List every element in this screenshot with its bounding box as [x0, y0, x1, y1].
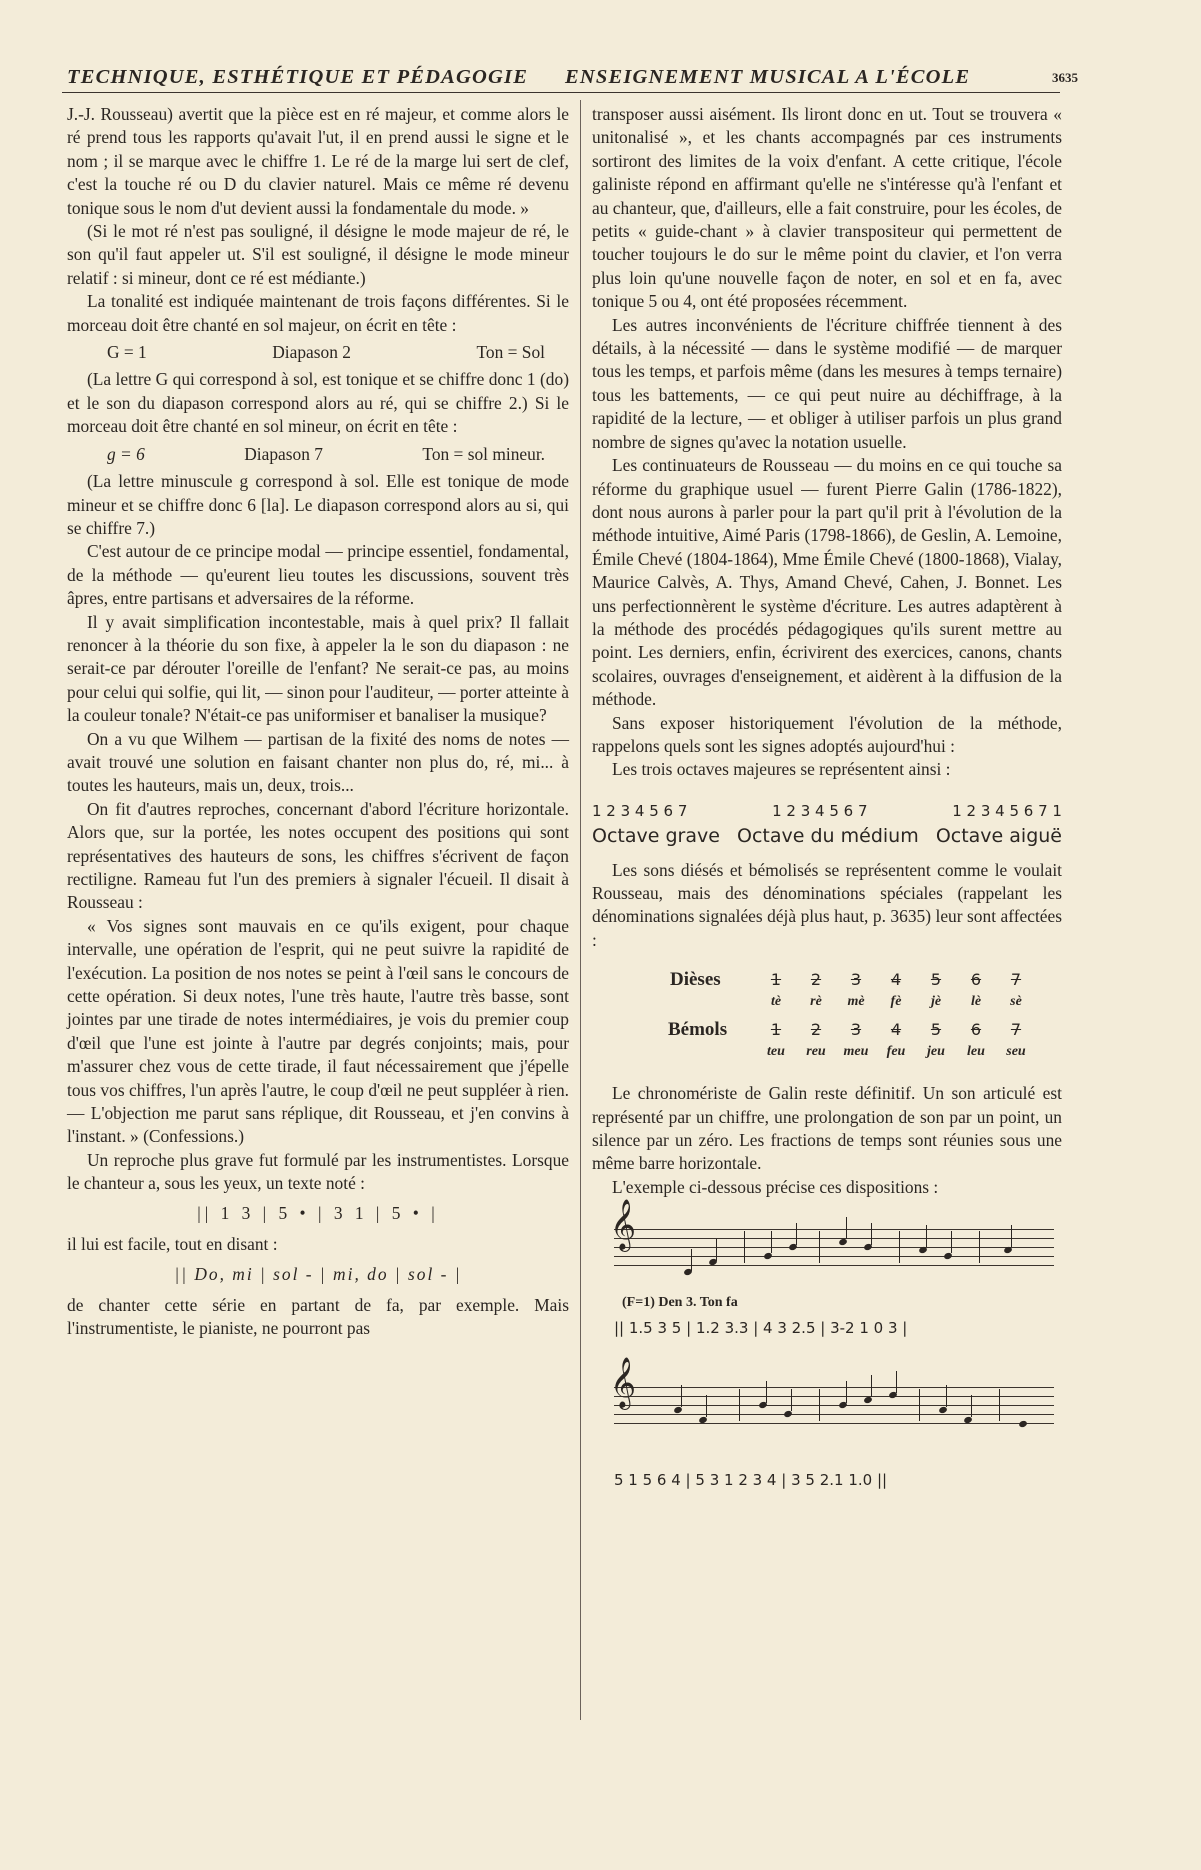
bemol-name: jeu: [927, 1044, 945, 1060]
dieses-label: Dièses: [670, 969, 721, 991]
octave-grave-digits: 1 2 3 4 5 6 7: [592, 801, 688, 820]
octave-medium-digits: 1 2 3 4 5 6 7: [772, 801, 868, 820]
treble-clef-icon: 𝄞: [610, 1199, 637, 1251]
octave-grave-label: Octave grave: [592, 825, 720, 848]
running-header: [62, 60, 1078, 94]
diese-digit: 3: [850, 970, 862, 990]
bemol-digit: 3: [850, 1020, 862, 1040]
music-staff-1: [610, 1199, 1054, 1269]
formula-letter: G = 1: [107, 342, 147, 363]
music-staff-2: [610, 1357, 1054, 1427]
paragraph: (La lettre G qui correspond à sol, est tonique et se chiffre donc 1 (do) et le son du diapason correspond alors au ré, qui se chiffre 2.) Si le morceau doit être chanté en sol mineur, on écrit en tête :: [67, 369, 569, 437]
left-column: [67, 103, 569, 1341]
bemol-digit: 2: [810, 1020, 822, 1040]
paragraph: L'exemple ci-dessous précise ces dispositions :: [612, 1176, 939, 1197]
diese-digit: 7: [1010, 970, 1022, 990]
diese-digit: 4: [890, 970, 902, 990]
bemol-digit: 7: [1010, 1020, 1022, 1040]
paragraph: C'est autour de ce principe modal — principe essentiel, fondamental, de la méthode — qu'eurent lieu toutes les discussions, souvent très âpres, entre partisans et adversaires de la réforme.: [67, 541, 569, 609]
diese-name: tè: [770, 994, 782, 1010]
music-example: [592, 1199, 1062, 1547]
bemol-digit: 6: [970, 1020, 982, 1040]
diese-name: lè: [970, 994, 982, 1010]
formula-diapason: Diapason 2: [272, 342, 351, 363]
header-rule: [62, 92, 1060, 93]
octave-aigue-digits: 1 2 3 4 5 6 7 1: [952, 801, 1062, 820]
paragraph: Un reproche plus grave fut formulé par les instrumentistes. Lorsque le chanteur a, sous les yeux, un texte noté :: [67, 1149, 569, 1194]
paragraph: Le chronomériste de Galin reste définitif. Un son articulé est représenté par un chiffre, une prolongation de son par un point, un silence par un zéro. Les fractions de temps sont réunies sous une même barre horizontale.: [592, 1083, 1062, 1174]
dieses-names: [756, 990, 1036, 1013]
paragraph: transposer aussi aisément. Ils liront donc en ut. Tout se trouvera « unitonalisé », et les chants accompagnés par ces instruments sortiront des limites de la voix d'enfant. A cette critique, l'école galiniste répond en affirmant qu'elle ne s'intéresse qu'à l'enfant et au chanteur, que, d'ailleurs, elle a fait construire, pour les écoles, de petits « guide-chant » à clavier transpositeur qui permettent de toucher toujours le do sur le même point du clavier, et l'on verra plus loin qu'une nouvelle façon de noter, en sol et en fa, avec tonique 5 ou 4, ont été proposées récemment.: [592, 104, 1062, 312]
key-indication: (F=1) Den 3. Ton fa: [622, 1295, 738, 1311]
paragraph: Il y avait simplification incontestable, mais à quel prix? Il fallait renoncer à la théorie du son fixe, à appeler la le son du diapason : ne serait-ce par dérouter l'oreille de l'enfant? Ne serait-ce pas, au moins pour celui qui solfie, qui lit, — sinon pour l'auditeur, — porter atteinte à la couleur tonale? N'était-ce pas uniformiser et banaliser la musique?: [67, 611, 569, 726]
paragraph: La tonalité est indiquée maintenant de trois façons différentes. Si le morceau doit être chanté en sol majeur, on écrit en tête :: [67, 291, 569, 335]
bemol-digit: 5: [930, 1020, 942, 1040]
bemol-digit: 1: [770, 1020, 782, 1040]
diese-name: sè: [1010, 994, 1022, 1010]
bemol-digit: 4: [890, 1020, 902, 1040]
diese-name: mè: [847, 994, 865, 1010]
formula-ton: Ton = Sol: [476, 342, 545, 363]
octave-labels: [592, 825, 1062, 858]
column-divider: [580, 100, 581, 1720]
paragraph: J.-J. Rousseau) avertit que la pièce est en ré majeur, et comme alors le ré prend tous les rapports qu'avait l'ut, il en prend aussi le signe et le nom ; il se marque avec le chiffre 1. Le ré de la marge lui sert de clef, c'est la touche ré ou D du clavier naturel. Mais ce même ré devenu tonique sous le nom d'ut devient aussi la fondamentale du mode. »: [67, 104, 569, 218]
paragraph: Les sons diésés et bémolisés se représentent comme le voulait Rousseau, mais des dénominations spéciales (rappelant les dénominations signalées déjà plus haut, p. 3635) leur sont affectées :: [592, 859, 1062, 950]
formula-ton: Ton = sol mineur.: [422, 443, 545, 464]
paragraph: On fit d'autres reproches, concernant d'abord l'écriture horizontale. Alors que, sur la portée, les notes occupent des positions qui sont représentatives des hauteurs de sons, les chiffres s'écrivent de façon rectiligne. Rameau fut l'un des premiers à signaler l'écueil. Il disait à Rousseau :: [67, 798, 569, 913]
paragraph: Les trois octaves majeures se représentent ainsi :: [612, 759, 951, 780]
cheve-notation-2: 5 1 5 6 4 | 5 3 1 2 3 4 | 3 5 2.1 1.0 ||: [614, 1471, 888, 1490]
treble-clef-icon: 𝄞: [610, 1357, 637, 1409]
header-right-title: ENSEIGNEMENT MUSICAL A L'ÉCOLE: [565, 66, 971, 88]
formula-diapason: Diapason 7: [244, 443, 323, 464]
tonality-formula-minor: [67, 439, 569, 470]
bemol-name: seu: [1006, 1044, 1026, 1060]
solfege-example: || Do, mi | sol - | mi, do | sol - |: [174, 1263, 462, 1284]
octave-aigue-label: Octave aiguë: [935, 825, 1062, 848]
cheve-notation-1: || 1.5 3 5 | 1.2 3.3 | 4 3 2.5 | 3-2 1 0 3 |: [614, 1319, 908, 1338]
bemols-names: [756, 1040, 1036, 1063]
formula-letter: g = 6: [107, 443, 145, 464]
bemol-name: leu: [967, 1044, 985, 1060]
diese-digit: 2: [810, 970, 822, 990]
paragraph: (La lettre minuscule g correspond à sol. Elle est tonique de mode mineur et se chiffre donc 6 [la]. Le diapason correspond alors au si, qui se chiffre 7.): [67, 471, 569, 538]
bemols-digits: [756, 1018, 1036, 1041]
paragraph: (Si le mot ré n'est pas souligné, il désigne le mode majeur de ré, le son qu'il faut appeler ut. S'il est souligné, il désigne le mode mineur relatif : si mineur, dont ce ré est médiante.): [67, 221, 569, 288]
paragraph: Les autres inconvénients de l'écriture chiffrée tiennent à des détails, à la nécessité — dans le système modifié — de marquer tous les temps, et parfois même (dans les mesures à temps ternaire) tous les battements, — ce qui peut nuire au déchiffrage, à la rapidité de la lecture, — et obliger à utiliser parfois un plus grand nombre de signes qu'avec la notation usuelle.: [592, 314, 1062, 452]
bemol-name: feu: [886, 1044, 906, 1060]
accidentals-table: [592, 960, 1062, 1072]
right-column: [592, 103, 1062, 1547]
paragraph: Les continuateurs de Rousseau — du moins en ce qui touche sa réforme du graphique usuel — furent Pierre Galin (1786-1822), dont nous aurons à parler pour la part qu'il prit à l'évolution de la méthode intuitive, Aimé Paris (1798-1866), de Geslin, A. Lemoine, Émile Chevé (1804-1864), Mme Émile Chevé (1800-1868), Vialay, Maurice Calvès, A. Thys, Amand Chevé, Cahen, J. Bonnet. Les uns perfectionnèrent le système d'écriture. Les autres adaptèrent à la méthode des procédés pédagogiques qu'ils surent mettre au point. Les derniers, enfin, écrivirent des exercices, canons, chants scolaires, ouvrages d'enseignement, et aidèrent à la diffusion de la méthode.: [592, 455, 1062, 710]
diese-digit: 6: [970, 970, 982, 990]
diese-name: rè: [810, 994, 822, 1010]
bemol-name: teu: [767, 1044, 785, 1060]
octave-medium-label: Octave du médium: [737, 825, 919, 848]
bemol-name: reu: [806, 1044, 826, 1060]
paragraph: il lui est facile, tout en disant :: [67, 1234, 278, 1255]
diese-name: jè: [930, 994, 942, 1010]
cipher-notation-example: || 1 3 | 5 • | 3 1 | 5 • |: [197, 1202, 439, 1223]
diese-name: fè: [890, 994, 902, 1010]
diese-digit: 1: [770, 970, 782, 990]
paragraph: Sans exposer historiquement l'évolution de la méthode, rappelons quels sont les signes adoptés aujourd'hui :: [592, 712, 1062, 756]
tonality-formula-major: [67, 337, 569, 368]
header-left-title: TECHNIQUE, ESTHÉTIQUE ET PÉDAGOGIE: [67, 66, 529, 88]
octave-digits: [592, 782, 1062, 825]
dieses-digits: [756, 968, 1036, 991]
paragraph: On a vu que Wilhem — partisan de la fixité des noms de notes — avait trouvé une solution en faisant chanter non plus do, ré, mi... à toutes les hauteurs, mais un, deux, trois...: [67, 728, 569, 796]
bemol-name: meu: [843, 1044, 869, 1060]
bemols-label: Bémols: [668, 1019, 728, 1041]
paragraph: de chanter cette série en partant de fa, par exemple. Mais l'instrumentiste, le pianiste, ne pourront pas: [67, 1294, 569, 1339]
quotation: « Vos signes sont mauvais en ce qu'ils exigent, pour chaque intervalle, une opération de l'esprit, qui ne peut suivre la rapidité de l'exécution. La position de nos notes se peint à l'œil sans le concours de cette opération. Si deux notes, l'une très haute, l'autre très basse, sont jointes par une tirade de notes intermédiaires, je vois du premier coup d'œil que l'une est jointe à l'autre par degrés conjoints; mais, pour m'assurer chez vous de cette tirade, il faut nécessairement que j'épelle tous vos chiffres, l'un après l'autre, le coup d'œil ne peut suppléer à rien. — L'objection me parut sans réplique, dit Rousseau, et j'en convins à l'instant. » (Confessions.): [67, 915, 569, 1147]
page-number: 3635: [1052, 70, 1078, 85]
diese-digit: 5: [930, 970, 942, 990]
